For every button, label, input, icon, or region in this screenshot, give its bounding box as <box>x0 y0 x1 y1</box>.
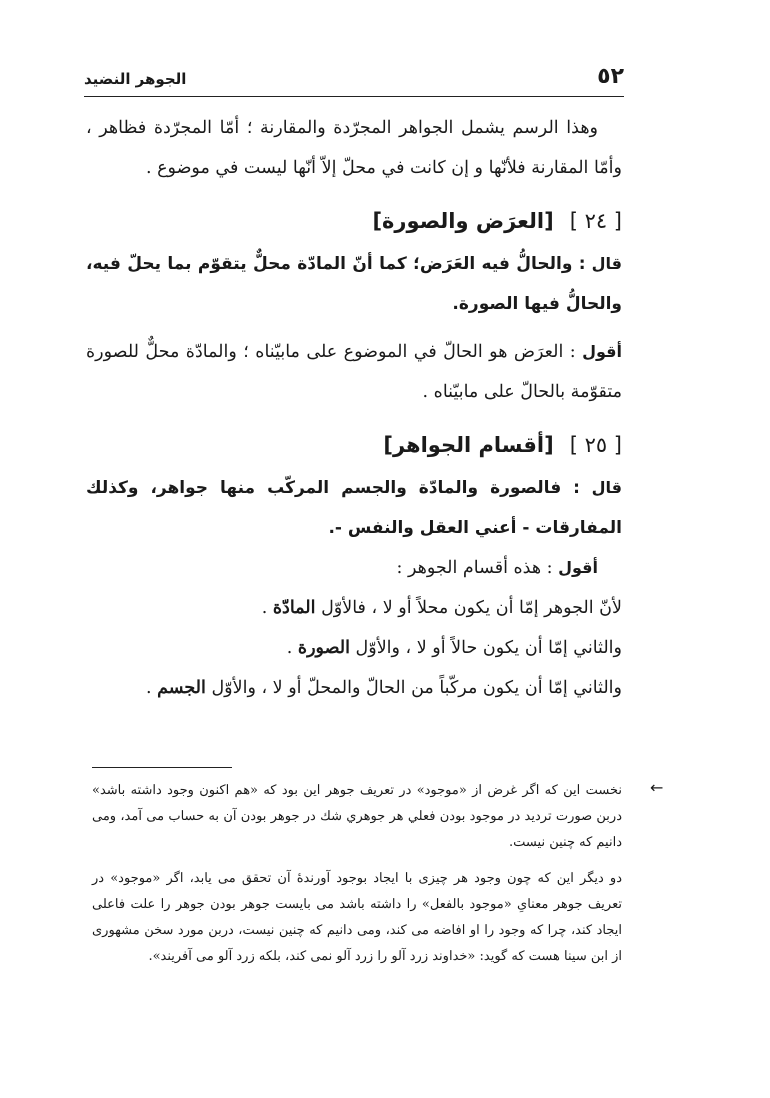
header-rule <box>84 96 624 97</box>
main-text <box>86 108 622 708</box>
section-24-heading <box>86 198 622 244</box>
footnote-paragraph: دو ديگر اين كه چون وجود هر چيزى با ايجاد بوجود آورندهٔ آن تحقق مى يابد، اگر «موجود» در تعريف جوهر معناىِ «موجود بالفعل» را داشته باشد مى بايست جوهر بودن جوهر را علت فاعلى ايجاد كند، چرا كه وجود را او افاضه مى كند، ومى دانيم كه چنين نيست، دربن مورد سخن مشهورى از ابن سينا هست كه گويد: «خداوند زرد آلو را زرد آلو نمى كند، بلكه زرد آلو مى آفريند». <box>92 871 622 964</box>
aqulu-text: : هذه أقسام الجوهر : <box>396 558 553 578</box>
section-24-aqulu <box>86 332 622 412</box>
running-title: الجوهر النضيد <box>84 70 187 88</box>
footnotes <box>92 778 622 980</box>
division-line: لأنّ الجوهر إمّا أن يكون محلاً أو لا ، فالأوّل المادّة . <box>261 598 622 618</box>
term-body: الجسم <box>157 678 206 698</box>
page-header <box>84 64 624 92</box>
division-line: والثاني إمّا أن يكون حالاً أو لا ، والأوّل الصورة . <box>286 638 622 658</box>
continuation-arrow-icon: ← <box>650 778 664 797</box>
section-title: [أقسام الجواهر] <box>383 433 554 457</box>
intro-paragraph: وهذا الرسم يشمل الجواهر المجرّدة والمقارنة ؛ أمّا المجرّدة فظاهر ، وأمّا المقارنة فلأنّها و إن كانت في محلّ إلاّ أنّها ليست في موضوع . <box>86 118 622 178</box>
page-number: ٥٢ <box>597 64 624 89</box>
division-line: والثاني إمّا أن يكون مركّباً من الحالّ والمحلّ أو لا ، والأوّل الجسم . <box>145 678 622 698</box>
term-form: الصورة <box>297 638 350 658</box>
section-25-qala <box>86 468 622 548</box>
section-25-heading <box>86 422 622 468</box>
footnote-paragraph: نخست اين كه اگر غرض از «موجود» در تعريف جوهر اين بود كه «هم اكنون وجود داشته باشد» دربن صورت ترديد در موجود بودن فعلي هر جوهري شك در جوهر بودن آن به حساب مى آمد، ومى دانيم كه چنين نيست. <box>92 783 622 850</box>
section-number: [ ٢٤ ] <box>569 209 622 233</box>
aqulu-label: أقول <box>558 558 598 577</box>
section-number: [ ٢٥ ] <box>569 433 622 457</box>
footnote-rule <box>92 767 232 768</box>
aqulu-text: : العرَض هو الحالّ في الموضوع على مابيّناه ؛ والمادّة محلٌّ للصورة متقوّمة بالحالّ على مابيّناه . <box>86 342 622 402</box>
qala-label: قال <box>591 478 622 497</box>
section-title: [العرَض والصورة] <box>372 209 554 233</box>
qala-text: : فالصورة والمادّة والجسم المركّب منها جواهر، وكذلك المفارقات - أعني العقل والنفس -. <box>86 478 622 538</box>
aqulu-label: أقول <box>582 342 622 361</box>
qala-label: قال <box>591 254 622 273</box>
section-24-qala <box>86 244 622 324</box>
qala-text: : والحالُّ فيه العَرَض؛ كما أنّ المادّة محلٌّ يتقوّم بما يحلّ فيه، والحالُّ فيها الصورة. <box>86 254 622 314</box>
term-matter: المادّة <box>272 598 316 618</box>
section-25-aqulu <box>86 548 622 588</box>
